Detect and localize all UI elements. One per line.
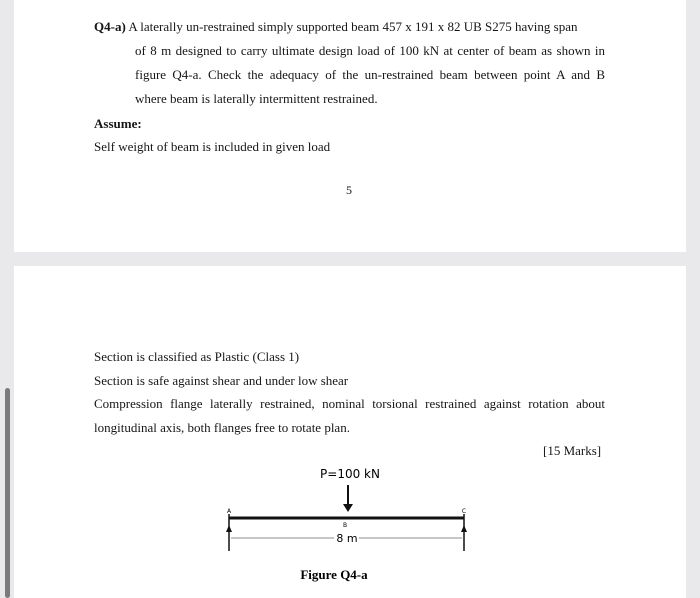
question-line-4: where beam is laterally intermittent restrained. bbox=[135, 91, 378, 106]
point-b-label: B bbox=[342, 522, 348, 529]
page-number: 5 bbox=[346, 183, 352, 197]
point-a-label: A bbox=[226, 508, 232, 515]
condition-line-4: longitudinal axis, both flanges free to rotate plan. bbox=[94, 420, 350, 435]
assume-text: Self weight of beam is included in given load bbox=[94, 139, 331, 154]
question-label: Q4-a) bbox=[94, 19, 126, 34]
condition-line-2: Section is safe against shear and under low shear bbox=[94, 373, 349, 388]
load-label: P=100 kN bbox=[320, 467, 380, 481]
point-c-label: C bbox=[461, 508, 467, 515]
beam-figure bbox=[14, 266, 686, 598]
question-line-1 bbox=[94, 19, 577, 35]
marks-label: [15 Marks] bbox=[543, 443, 602, 458]
condition-line-3: Compression flange laterally restrained, nominal torsional restrained against rotation about bbox=[94, 396, 605, 411]
assume-heading: Assume: bbox=[94, 116, 142, 131]
figure-caption: Figure Q4-a bbox=[300, 567, 368, 582]
condition-line-1: Section is classified as Plastic (Class 1) bbox=[94, 349, 300, 364]
question-text-1: A laterally un-restrained simply supported beam 457 x 191 x 82 UB S275 having span bbox=[128, 19, 578, 34]
document-page-1 bbox=[14, 0, 686, 252]
question-line-2: of 8 m designed to carry ultimate design load of 100 kN at center of beam as shown in bbox=[135, 43, 605, 58]
load-arrow-head bbox=[343, 504, 353, 512]
document-page-2 bbox=[14, 266, 686, 598]
span-label: 8 m bbox=[336, 532, 358, 545]
question-line-3: figure Q4-a. Check the adequacy of the un-restrained beam between point A and B bbox=[135, 67, 605, 82]
scrollbar-thumb[interactable] bbox=[5, 388, 10, 598]
support-c-arrow bbox=[461, 525, 467, 532]
support-a-arrow bbox=[226, 525, 232, 532]
